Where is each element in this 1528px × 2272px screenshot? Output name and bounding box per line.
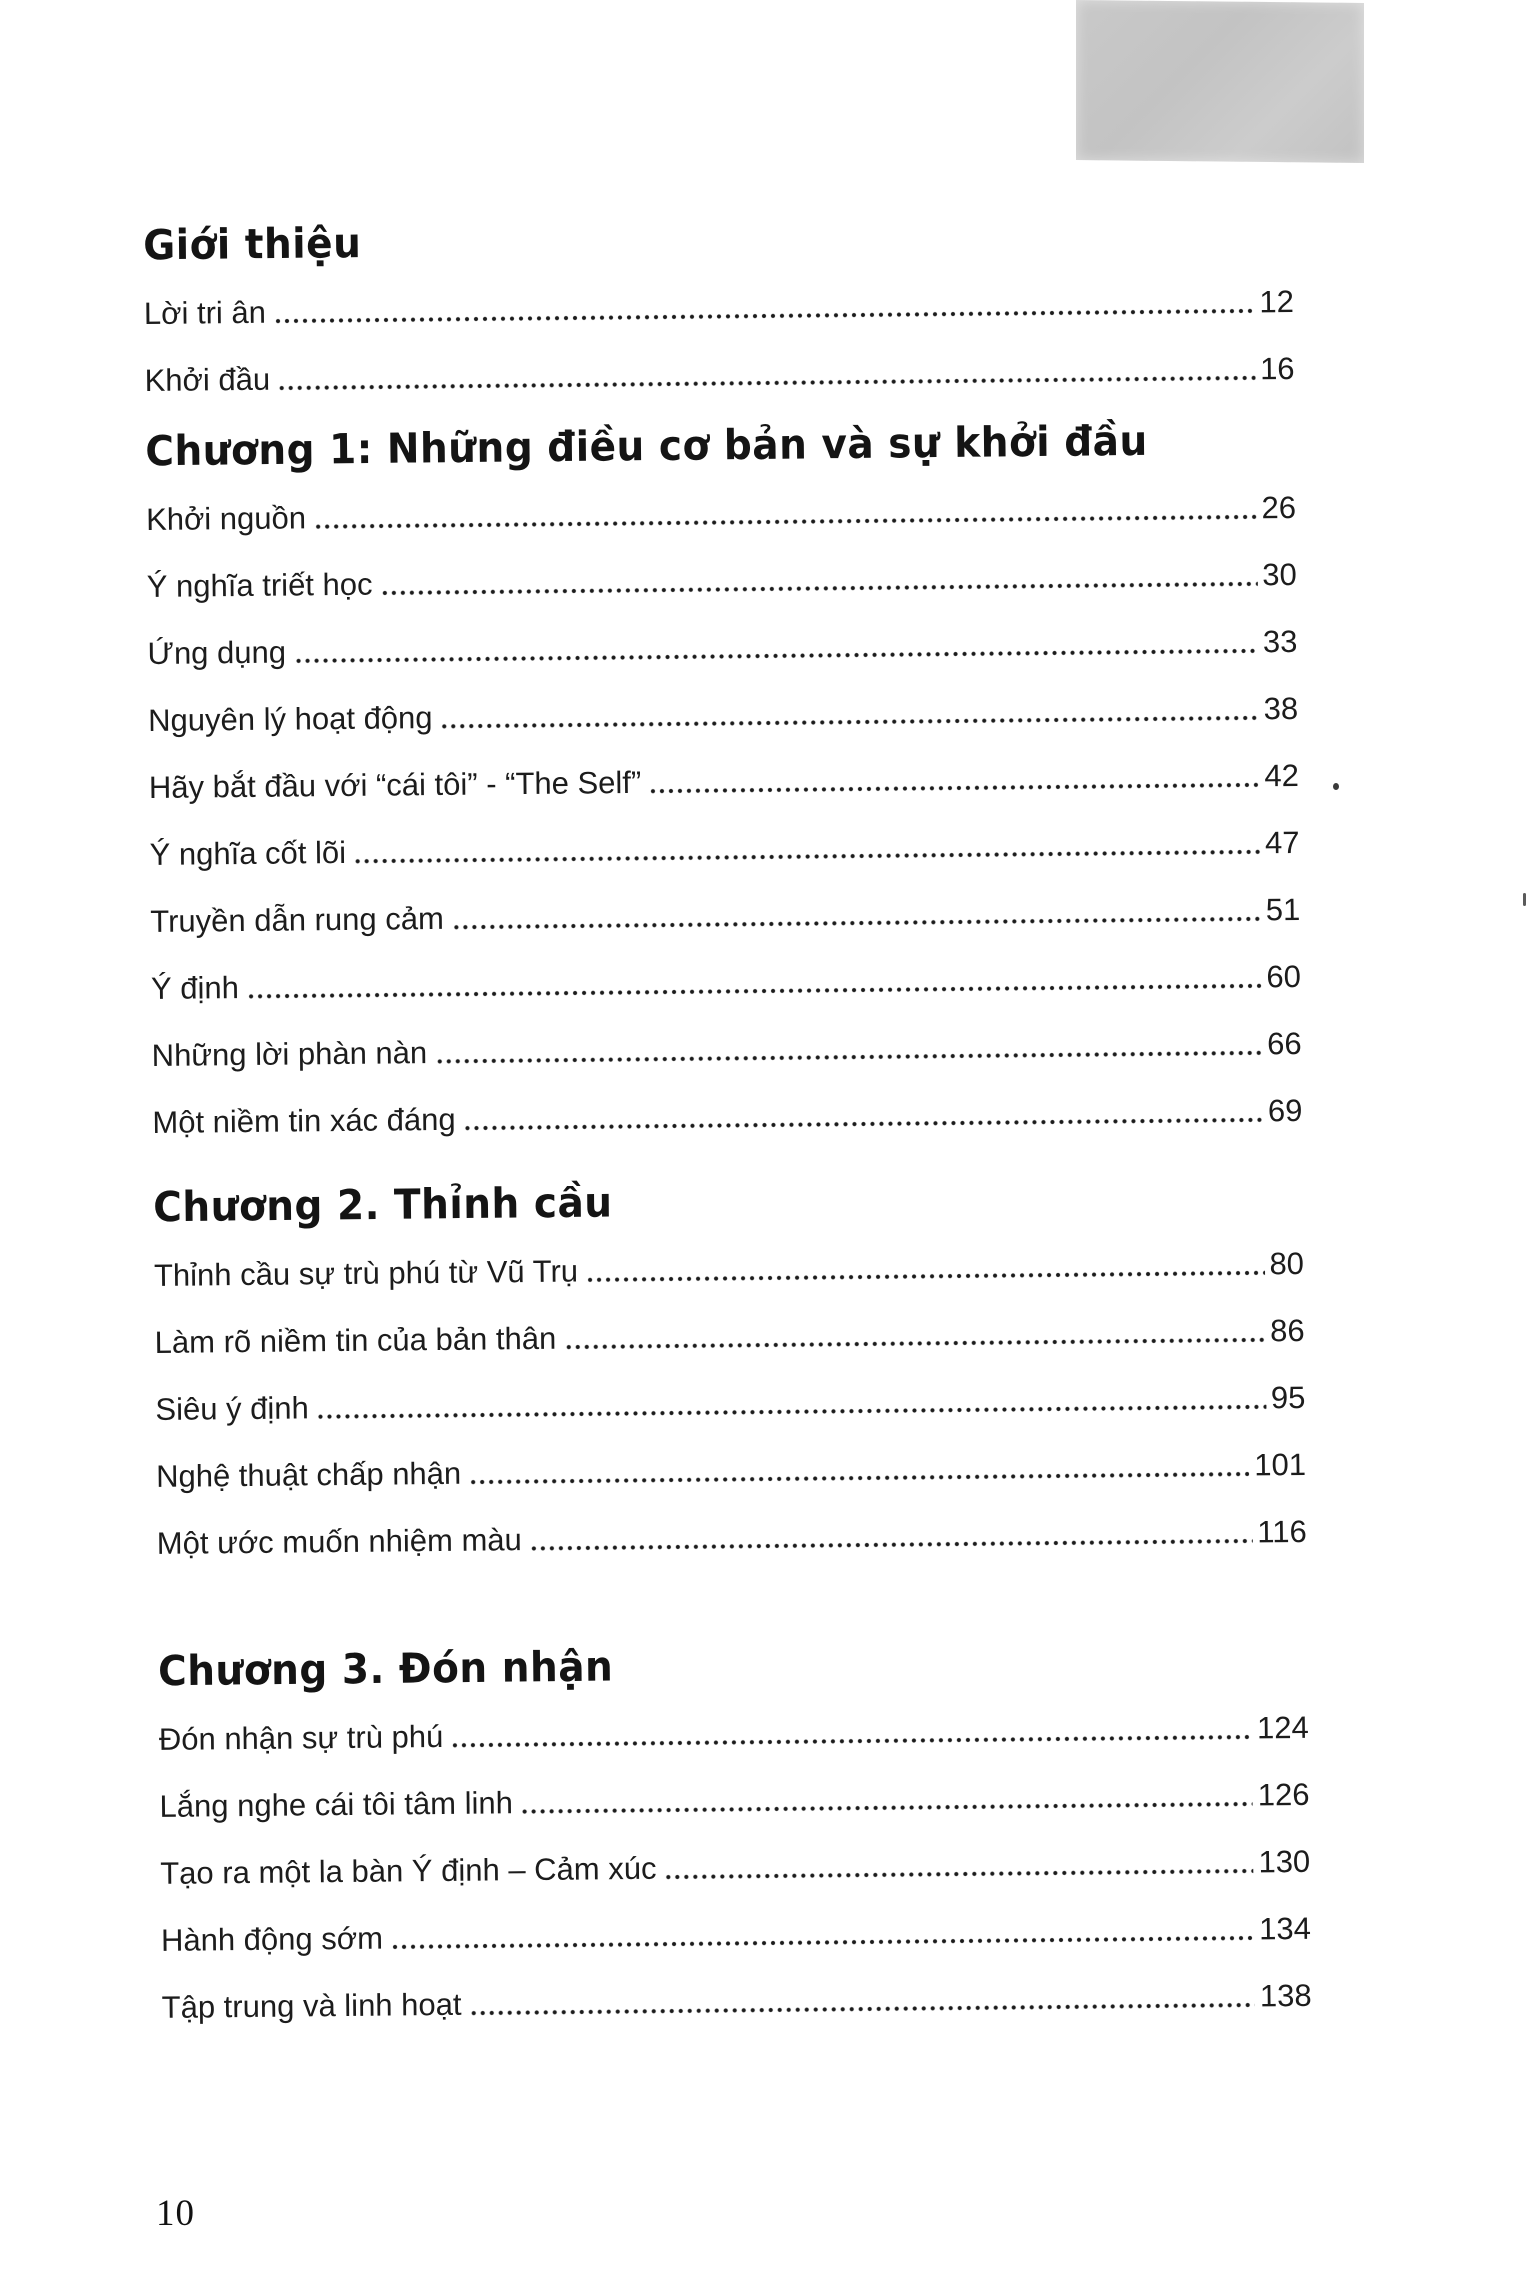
entry-page-number: 80 — [1269, 1245, 1305, 1282]
toc-entry — [149, 826, 1299, 872]
toc-entry — [147, 558, 1297, 604]
toc-entry — [154, 1247, 1304, 1293]
entry-page-number: 12 — [1259, 283, 1295, 320]
entry-page-number: 33 — [1262, 623, 1298, 660]
entry-page-number: 116 — [1257, 1513, 1307, 1550]
toc-entry — [146, 491, 1296, 537]
entry-title: Hành động sớm — [160, 1920, 384, 1958]
entry-page-number: 95 — [1270, 1379, 1306, 1416]
dotted-leader — [453, 915, 1261, 930]
entry-title: Những lời phàn nàn — [151, 1035, 428, 1073]
entry-title: Lắng nghe cái tôi tâm linh — [159, 1785, 514, 1824]
dotted-leader — [315, 513, 1257, 530]
toc-entry — [157, 1515, 1307, 1561]
entry-title: Ý nghĩa triết học — [146, 566, 373, 604]
dotted-leader — [565, 1336, 1265, 1350]
toc-section — [158, 1639, 1312, 2025]
toc-entry — [159, 1778, 1309, 1824]
scan-speck-dot — [1333, 783, 1339, 790]
entry-page-number: 60 — [1266, 958, 1302, 995]
entry-page-number: 124 — [1256, 1709, 1309, 1746]
section-heading: Chương 1: Những điều cơ bản và sự khởi đầu — [145, 417, 1148, 476]
entry-page-number: 130 — [1258, 1843, 1311, 1880]
dotted-leader — [531, 1537, 1253, 1552]
entry-title: Một ước muốn nhiệm màu — [156, 1522, 522, 1561]
toc-entry-list — [159, 1711, 1312, 2025]
entry-page-number: 66 — [1266, 1025, 1302, 1062]
entry-page-number: 134 — [1258, 1910, 1312, 1947]
section-heading: Chương 3. Đón nhận — [157, 1643, 614, 1696]
dotted-leader — [465, 1116, 1263, 1131]
entry-title: Khởi đầu — [144, 361, 271, 398]
dotted-leader — [355, 848, 1260, 864]
entry-title: Khởi nguồn — [145, 500, 307, 537]
entry-title: Hãy bắt đầu với “cái tôi” - “The Self” — [148, 764, 642, 805]
toc-entry — [159, 1711, 1309, 1757]
scan-speck-tick — [1523, 893, 1526, 906]
entry-title: Nghệ thuật chấp nhận — [155, 1455, 462, 1494]
dotted-leader — [279, 374, 1255, 391]
dotted-leader — [442, 714, 1259, 730]
dotted-leader — [275, 307, 1255, 324]
toc-entry — [144, 352, 1294, 398]
entry-title: Một niềm tin xác đáng — [152, 1101, 456, 1140]
toc-entry — [152, 1094, 1302, 1140]
entry-page-number: 16 — [1259, 350, 1295, 387]
toc-entry — [147, 625, 1297, 671]
toc-entry — [160, 1845, 1310, 1891]
toc-section — [143, 213, 1295, 398]
entry-page-number: 30 — [1262, 556, 1297, 593]
dotted-leader — [248, 982, 1262, 1000]
entry-page-number: 38 — [1263, 690, 1299, 727]
section-heading: Chương 2. Thỉnh cầu — [153, 1179, 613, 1232]
dotted-leader — [470, 1470, 1249, 1485]
entry-title: Ý định — [150, 970, 240, 1006]
entry-title: Tạo ra một la bàn Ý định – Cảm xúc — [160, 1850, 657, 1891]
toc-section — [153, 1175, 1307, 1561]
entry-page-number: 51 — [1265, 891, 1301, 928]
entry-title: Ý nghĩa cốt lõi — [149, 834, 347, 872]
entry-title: Thỉnh cầu sự trù phú từ Vũ Trụ — [153, 1253, 579, 1293]
dotted-leader — [650, 781, 1259, 794]
entry-title: Lời tri ân — [143, 294, 267, 331]
toc-entry-list — [144, 285, 1295, 398]
section-heading: Giới thiệu — [142, 219, 362, 270]
entry-title: Nguyên lý hoạt động — [148, 699, 433, 738]
dotted-leader — [295, 647, 1258, 664]
toc-entry-list — [154, 1247, 1307, 1561]
toc-entry — [149, 759, 1299, 805]
entry-page-number: 42 — [1264, 757, 1300, 794]
toc-entry — [150, 893, 1300, 939]
dotted-leader — [318, 1403, 1266, 1420]
toc-entry — [148, 692, 1298, 738]
entry-title: Truyền dẫn rung cảm — [150, 900, 444, 939]
entry-title: Tập trung và linh hoạt — [161, 1986, 462, 2025]
dotted-leader — [436, 1049, 1262, 1065]
toc-entry — [161, 1912, 1311, 1958]
toc-entry — [156, 1448, 1306, 1494]
toc-entry — [155, 1314, 1305, 1360]
entry-title: Ứng dụng — [147, 634, 287, 671]
dotted-leader — [452, 1733, 1252, 1748]
entry-title: Làm rõ niềm tin của bản thân — [154, 1320, 557, 1360]
toc-entry — [161, 1979, 1311, 2025]
toc-entry — [155, 1381, 1305, 1427]
entry-page-number: 47 — [1264, 824, 1300, 861]
toc-entry — [144, 285, 1294, 331]
scan-artifact-gray-box — [1076, 0, 1364, 163]
entry-page-number: 101 — [1254, 1446, 1307, 1483]
entry-title: Siêu ý định — [155, 1390, 309, 1427]
entry-title: Đón nhận sự trù phú — [158, 1718, 444, 1757]
entry-page-number: 138 — [1259, 1977, 1312, 2014]
dotted-leader — [392, 1934, 1254, 1950]
entry-page-number: 86 — [1269, 1312, 1305, 1349]
toc-entry-list — [146, 491, 1303, 1140]
entry-page-number: 69 — [1267, 1092, 1303, 1129]
dotted-leader — [471, 2001, 1255, 2016]
toc-entry — [152, 1027, 1302, 1073]
dotted-leader — [587, 1269, 1265, 1283]
page-number: 10 — [156, 2193, 195, 2234]
toc-section — [145, 419, 1302, 1140]
dotted-leader — [522, 1800, 1253, 1815]
dotted-leader — [382, 580, 1258, 596]
toc-entry — [151, 960, 1301, 1006]
entry-page-number: 26 — [1261, 489, 1297, 526]
table-of-contents — [143, 213, 1312, 2058]
entry-page-number: 126 — [1257, 1776, 1310, 1813]
dotted-leader — [666, 1867, 1254, 1880]
